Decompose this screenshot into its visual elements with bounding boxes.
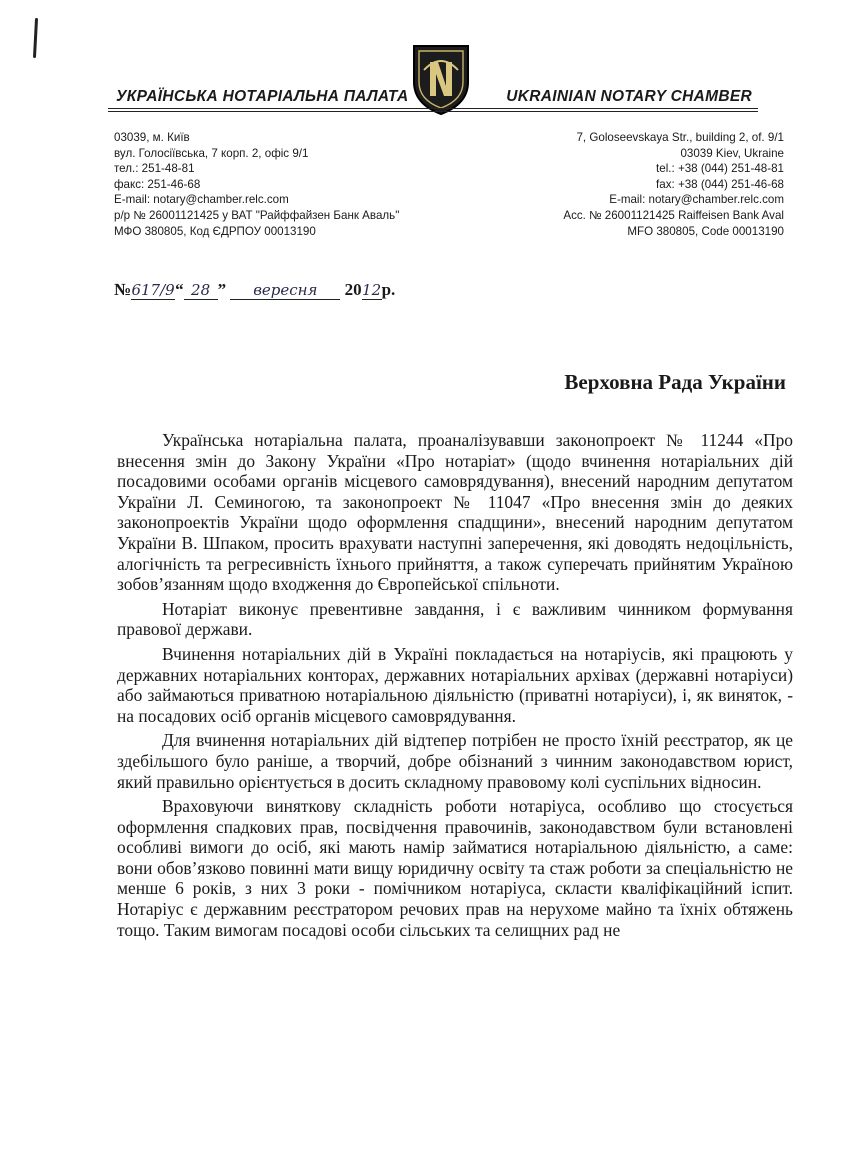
- registration-quote-close: ”: [217, 280, 227, 299]
- registration-year-prefix: 20: [344, 280, 362, 299]
- header-rule-top: [108, 108, 758, 109]
- address-ua-line: р/р № 26001121425 у ВАТ "Райффайзен Банк Аваль": [114, 208, 400, 222]
- address-en-line: fax: +38 (044) 251-46-68: [656, 177, 784, 191]
- registration-year-suffix: 12: [362, 281, 382, 299]
- address-en-line: tel.: +38 (044) 251-48-81: [656, 162, 784, 176]
- address-en-line: MFO 380805, Code 00013190: [627, 224, 784, 238]
- address-ua-line: факс: 251-46-68: [114, 177, 201, 191]
- address-en-line: E-mail: notary@chamber.relc.com: [609, 193, 784, 207]
- body-paragraph: Для вчинення нотаріальних дій відтепер потрібен не просто їхній реєстратор, як це здебільшого було раніше, а творчий, добре обізнаний з чинним законодавством юрист, який правильно орієнтується в досить складному правовому колі суспільних відносин.: [117, 730, 793, 792]
- header-title-en: UKRAINIAN NOTARY CHAMBER: [506, 88, 752, 105]
- address-ua-line: 03039, м. Київ: [114, 131, 190, 144]
- address-en-line: 7, Goloseevskaya Str., building 2, of. 9/1: [576, 131, 784, 144]
- pen-mark: [33, 18, 38, 58]
- address-ua-line: тел.: 251-48-81: [114, 162, 195, 176]
- registration-number: 617/9: [131, 281, 175, 299]
- letter-body: [117, 430, 793, 944]
- body-paragraph: Українська нотаріальна палата, проаналізувавши законопроект № 11244 «Про внесення змін до Закону України «Про нотаріат» (щодо вчинення нотаріальних дій посадовими особами органів місцевого самоврядування), внесений народним депутатом України Л. Семиногою, та законопроект № 11047 «Про внесення змін до деяких законопроектів України щодо оформлення спадщини», внесений народним депутатом України В. Шпаком, просить врахувати наступні заперечення, які доводять недоцільність, алогічність та регресивність їхнього прийняття, а також суперечать прийнятим Україною зобов’язанням щодо входження до Європейської спільноти.: [117, 430, 793, 595]
- address-ua-line: вул. Голосіївська, 7 корп. 2, офіс 9/1: [114, 146, 309, 160]
- address-en-line: 03039 Kiev, Ukraine: [680, 146, 784, 160]
- registration-no-label: №: [114, 280, 132, 299]
- address-ua-line: E-mail: notary@chamber.relc.com: [114, 193, 289, 207]
- registration-year-unit: р.: [381, 280, 396, 299]
- header-rule-bottom: [108, 111, 758, 112]
- registration-month: вересня: [230, 281, 340, 300]
- notary-chamber-emblem-icon: [410, 42, 472, 116]
- registration-line: [114, 280, 395, 300]
- body-paragraph: Вчинення нотаріальних дій в Україні покладається на нотаріусів, які працюють у державних нотаріальних конторах, державних нотаріальних архівах (державні нотаріуси) або займаються приватною нотаріальною діяльністю (приватні нотаріуси), і, як виняток, - на посадових осіб органів місцевого самоврядування.: [117, 643, 793, 726]
- address-en-block: [563, 130, 784, 239]
- recipient: Верховна Рада України: [564, 370, 786, 394]
- body-paragraph: Враховуючи виняткову складність роботи нотаріуса, особливо що стосується оформлення спадкових прав, посвідчення правочинів, законодавством були встановлені особливі вимоги до осіб, які мають намір займатися нотаріальною діяльністю, а саме: вони обов’язково повинні мати вищу юридичну освіту та стаж роботи за спеціальністю не менше 6 років, з них 3 роки - помічником нотаріуса, скласти кваліфікаційний іспит. Нотаріус є державним реєстратором речових прав на нерухоме майно та їхніх обтяжень тощо. Таким вимогам посадові особи сільських та селищних рад не: [117, 796, 793, 940]
- address-en-line: Acc. № 26001121425 Raiffeisen Bank Aval: [563, 208, 784, 222]
- registration-quote-open: “: [175, 280, 184, 299]
- address-ua-line: МФО 380805, Код ЄДРПОУ 00013190: [114, 224, 316, 238]
- address-ua-block: [114, 130, 399, 239]
- body-paragraph: Нотаріат виконує превентивне завдання, і є важливим чинником формування правової держави.: [117, 598, 793, 640]
- registration-day: 28: [184, 281, 218, 300]
- header-title-ua: УКРАЇНСЬКА НОТАРІАЛЬНА ПАЛАТА: [116, 88, 409, 105]
